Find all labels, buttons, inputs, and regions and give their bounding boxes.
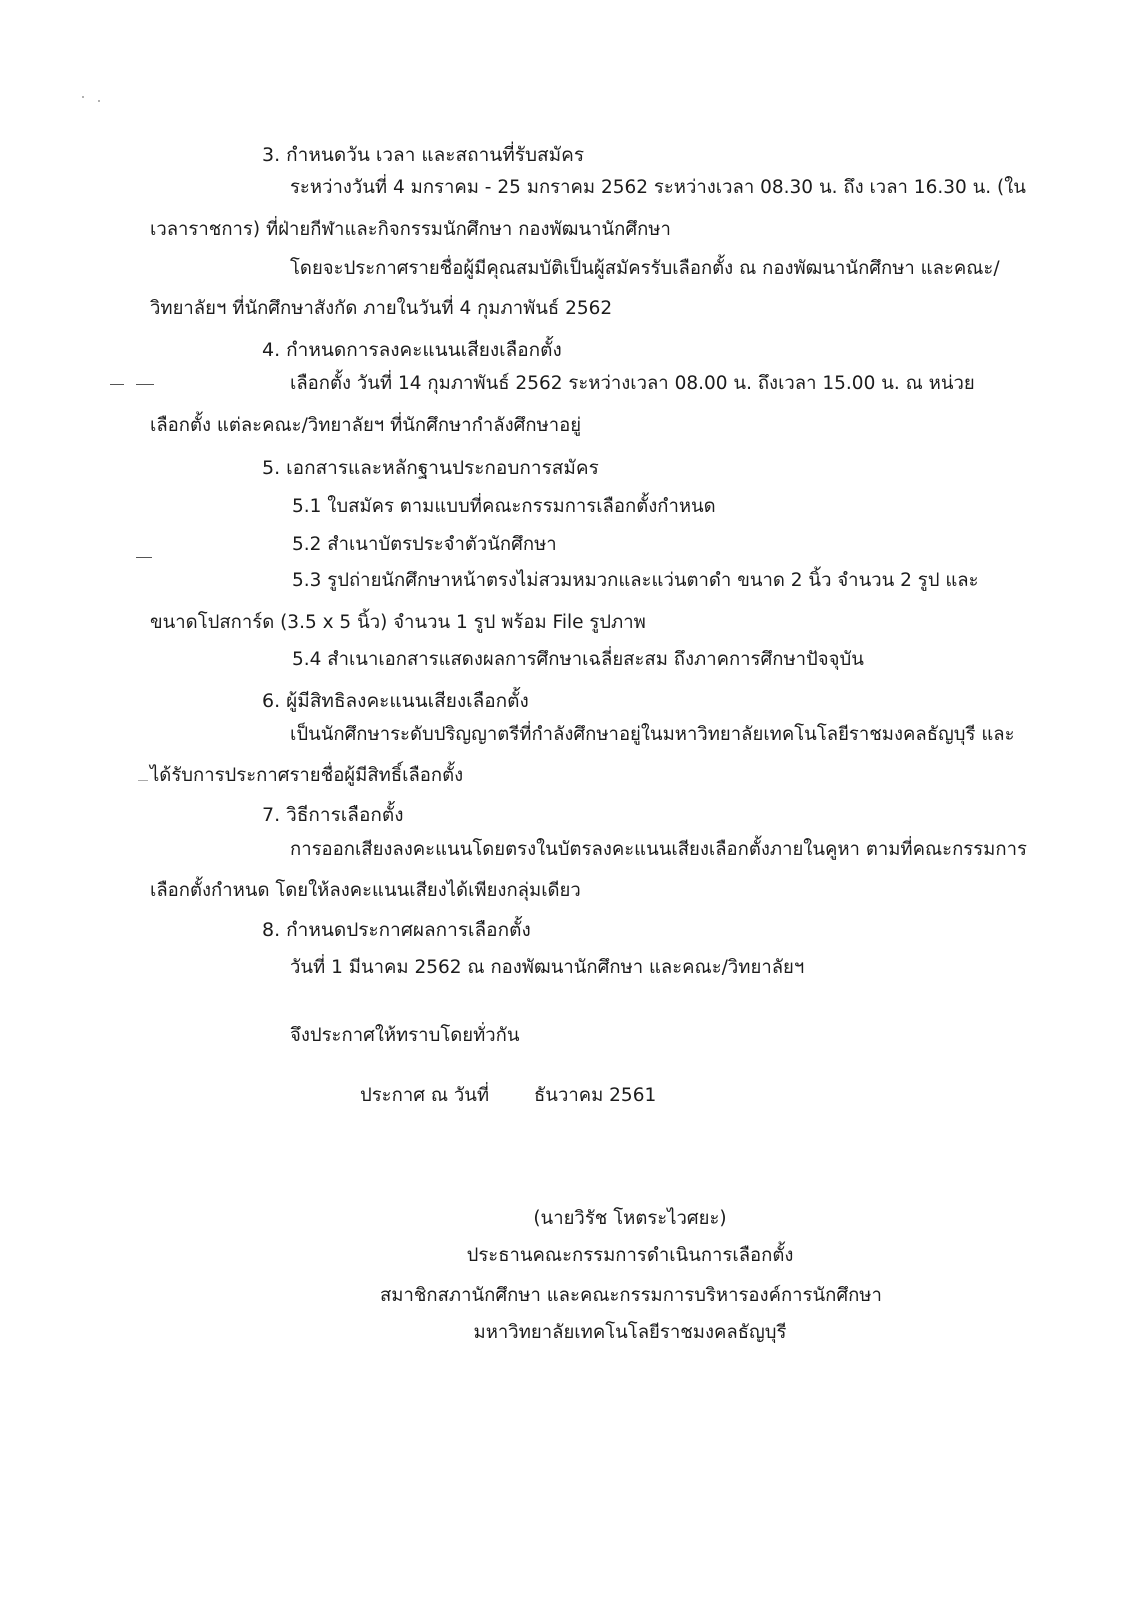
section-7-heading: 7. วิธีการเลือกตั้ง	[262, 804, 404, 826]
scan-mark	[138, 780, 148, 781]
scan-mark	[136, 384, 154, 385]
section-7-line-1: การออกเสียงลงคะแนนโดยตรงในบัตรลงคะแนนเสียงเลือกตั้งภายในคูหา ตามที่คณะกรรมการ	[290, 839, 1027, 860]
signer-title-1: ประธานคณะกรรมการดำเนินการเลือกตั้ง	[466, 1245, 794, 1266]
scan-dot	[82, 96, 84, 98]
section-5-item-2: 5.2 สำเนาบัตรประจำตัวนักศึกษา	[292, 534, 557, 555]
signer-title-3: มหาวิทยาลัยเทคโนโลยีราชมงคลธัญบุรี	[473, 1322, 787, 1343]
announce-date-month-year: ธันวาคม 2561	[534, 1085, 657, 1106]
scan-mark	[110, 384, 124, 385]
section-5-item-1: 5.1 ใบสมัคร ตามแบบที่คณะกรรมการเลือกตั้งกำหนด	[292, 496, 716, 517]
section-5-item-3-line-1: 5.3 รูปถ่ายนักศึกษาหน้าตรงไม่สวมหมวกและแว่นตาดำ ขนาด 2 นิ้ว จำนวน 2 รูป และ	[292, 570, 979, 591]
section-6-line-2: ได้รับการประกาศรายชื่อผู้มีสิทธิ์เลือกตั้ง	[150, 765, 464, 786]
section-6-line-1: เป็นนักศึกษาระดับปริญญาตรีที่กำลังศึกษาอยู่ในมหาวิทยาลัยเทคโนโลยีราชมงคลธัญบุรี และ	[290, 724, 1015, 745]
closing-statement: จึงประกาศให้ทราบโดยทั่วกัน	[290, 1025, 520, 1046]
section-4-heading: 4. กำหนดการลงคะแนนเสียงเลือกตั้ง	[262, 339, 562, 361]
section-3-heading: 3. กำหนดวัน เวลา และสถานที่รับสมัคร	[262, 144, 585, 166]
section-5-item-3-line-2: ขนาดโปสการ์ด (3.5 x 5 นิ้ว) จำนวน 1 รูป พร้อม File รูปภาพ	[150, 612, 646, 633]
section-3-line-2: เวลาราชการ) ที่ฝ่ายกีฬาและกิจกรรมนักศึกษา กองพัฒนานักศึกษา	[150, 219, 671, 240]
section-5-item-4: 5.4 สำเนาเอกสารแสดงผลการศึกษาเฉลี่ยสะสม ถึงภาคการศึกษาปัจจุบัน	[292, 649, 864, 670]
announce-date-prefix: ประกาศ ณ วันที่	[360, 1085, 490, 1106]
signer-name: (นายวิรัช โหตระไวศยะ)	[533, 1208, 727, 1229]
section-5-heading: 5. เอกสารและหลักฐานประกอบการสมัคร	[262, 457, 599, 479]
section-8-heading: 8. กำหนดประกาศผลการเลือกตั้ง	[262, 919, 531, 941]
scan-dot	[98, 100, 100, 102]
section-4-line-1: เลือกตั้ง วันที่ 14 กุมภาพันธ์ 2562 ระหว่างเวลา 08.00 น. ถึงเวลา 15.00 น. ณ หน่วย	[290, 373, 975, 394]
scan-mark	[136, 557, 152, 558]
section-3-line-3: โดยจะประกาศรายชื่อผู้มีคุณสมบัติเป็นผู้สมัครรับเลือกตั้ง ณ กองพัฒนานักศึกษา และคณะ/	[290, 258, 1000, 279]
section-3-line-4: วิทยาลัยฯ ที่นักศึกษาสังกัด ภายในวันที่ 4 กุมภาพันธ์ 2562	[150, 298, 613, 319]
signer-title-2: สมาชิกสภานักศึกษา และคณะกรรมการบริหารองค์การนักศึกษา	[380, 1285, 882, 1306]
section-6-heading: 6. ผู้มีสิทธิลงคะแนนเสียงเลือกตั้ง	[262, 690, 529, 712]
section-3-line-1: ระหว่างวันที่ 4 มกราคม - 25 มกราคม 2562 ระหว่างเวลา 08.30 น. ถึง เวลา 16.30 น. (ใน	[290, 177, 1026, 198]
section-8-line-1: วันที่ 1 มีนาคม 2562 ณ กองพัฒนานักศึกษา และคณะ/วิทยาลัยฯ	[290, 957, 805, 978]
section-4-line-2: เลือกตั้ง แต่ละคณะ/วิทยาลัยฯ ที่นักศึกษากำลังศึกษาอยู่	[150, 415, 582, 436]
section-7-line-2: เลือกตั้งกำหนด โดยให้ลงคะแนนเสียงได้เพียงกลุ่มเดียว	[150, 880, 581, 901]
